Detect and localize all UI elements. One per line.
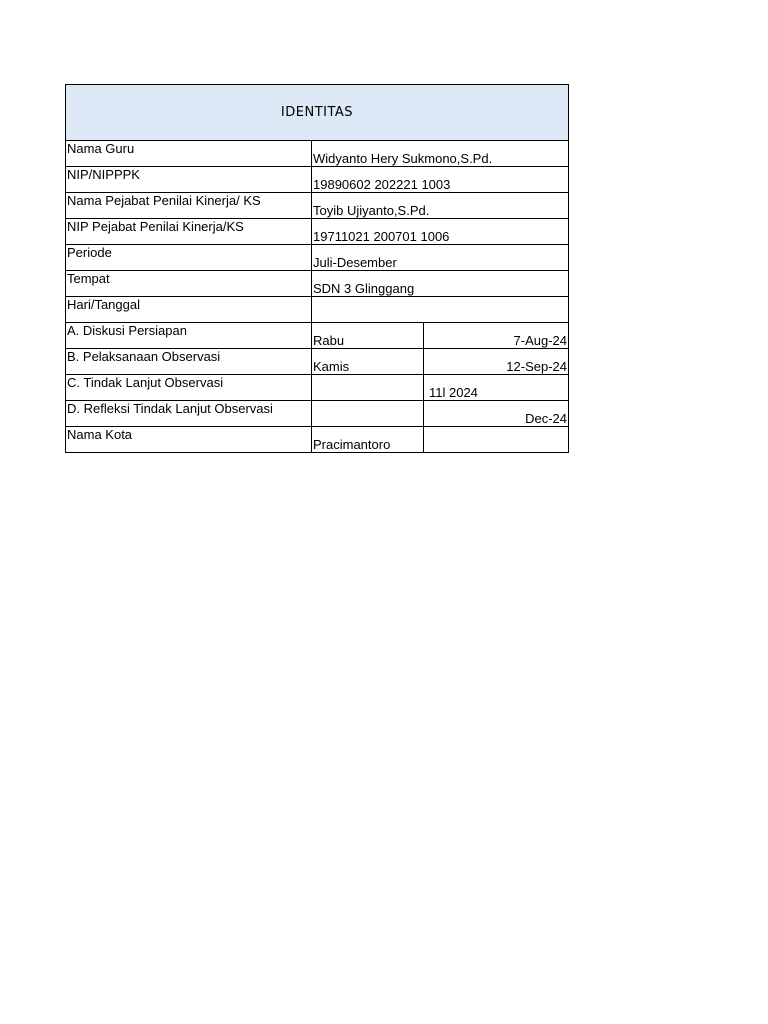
table-row — [66, 297, 569, 323]
date-diskusi-persiapan: 7-Aug-24 — [424, 323, 569, 349]
date-pelaksanaan-observasi: 12-Sep-24 — [424, 349, 569, 375]
label-tempat: Tempat — [66, 271, 312, 297]
value-tempat: SDN 3 Glinggang — [312, 271, 569, 297]
table-row — [66, 193, 569, 219]
value-hari-tanggal — [312, 297, 569, 323]
label-nip-pejabat: NIP Pejabat Penilai Kinerja/KS — [66, 219, 312, 245]
table-row — [66, 219, 569, 245]
value-nama-kota: Pracimantoro — [312, 427, 424, 453]
table-row — [66, 323, 569, 349]
value-nip-pejabat: 19711021 200701 1006 — [312, 219, 569, 245]
table-row — [66, 349, 569, 375]
table-row — [66, 245, 569, 271]
table-row — [66, 167, 569, 193]
label-pelaksanaan-observasi: B. Pelaksanaan Observasi — [66, 349, 312, 375]
day-diskusi-persiapan: Rabu — [312, 323, 424, 349]
day-pelaksanaan-observasi: Kamis — [312, 349, 424, 375]
title-row — [66, 85, 569, 141]
table-row — [66, 401, 569, 427]
day-refleksi — [312, 401, 424, 427]
table-row — [66, 375, 569, 401]
value-nip: 19890602 202221 1003 — [312, 167, 569, 193]
day-tindak-lanjut — [312, 375, 424, 401]
identitas-sheet — [65, 84, 568, 453]
empty-nama-kota — [424, 427, 569, 453]
date-tindak-lanjut: 11l 2024 — [424, 375, 569, 401]
label-tindak-lanjut: C. Tindak Lanjut Observasi — [66, 375, 312, 401]
table-row — [66, 427, 569, 453]
label-nip: NIP/NIPPPK — [66, 167, 312, 193]
date-refleksi: Dec-24 — [424, 401, 569, 427]
value-periode: Juli-Desember — [312, 245, 569, 271]
label-periode: Periode — [66, 245, 312, 271]
sheet-title: IDENTITAS — [66, 85, 569, 141]
table-row — [66, 141, 569, 167]
value-nama-pejabat: Toyib Ujiyanto,S.Pd. — [312, 193, 569, 219]
label-nama-guru: Nama Guru — [66, 141, 312, 167]
value-nama-guru: Widyanto Hery Sukmono,S.Pd. — [312, 141, 569, 167]
identitas-table — [65, 84, 569, 453]
table-row — [66, 271, 569, 297]
label-nama-kota: Nama Kota — [66, 427, 312, 453]
label-diskusi-persiapan: A. Diskusi Persiapan — [66, 323, 312, 349]
label-hari-tanggal: Hari/Tanggal — [66, 297, 312, 323]
label-nama-pejabat: Nama Pejabat Penilai Kinerja/ KS — [66, 193, 312, 219]
label-refleksi: D. Refleksi Tindak Lanjut Observasi — [66, 401, 312, 427]
